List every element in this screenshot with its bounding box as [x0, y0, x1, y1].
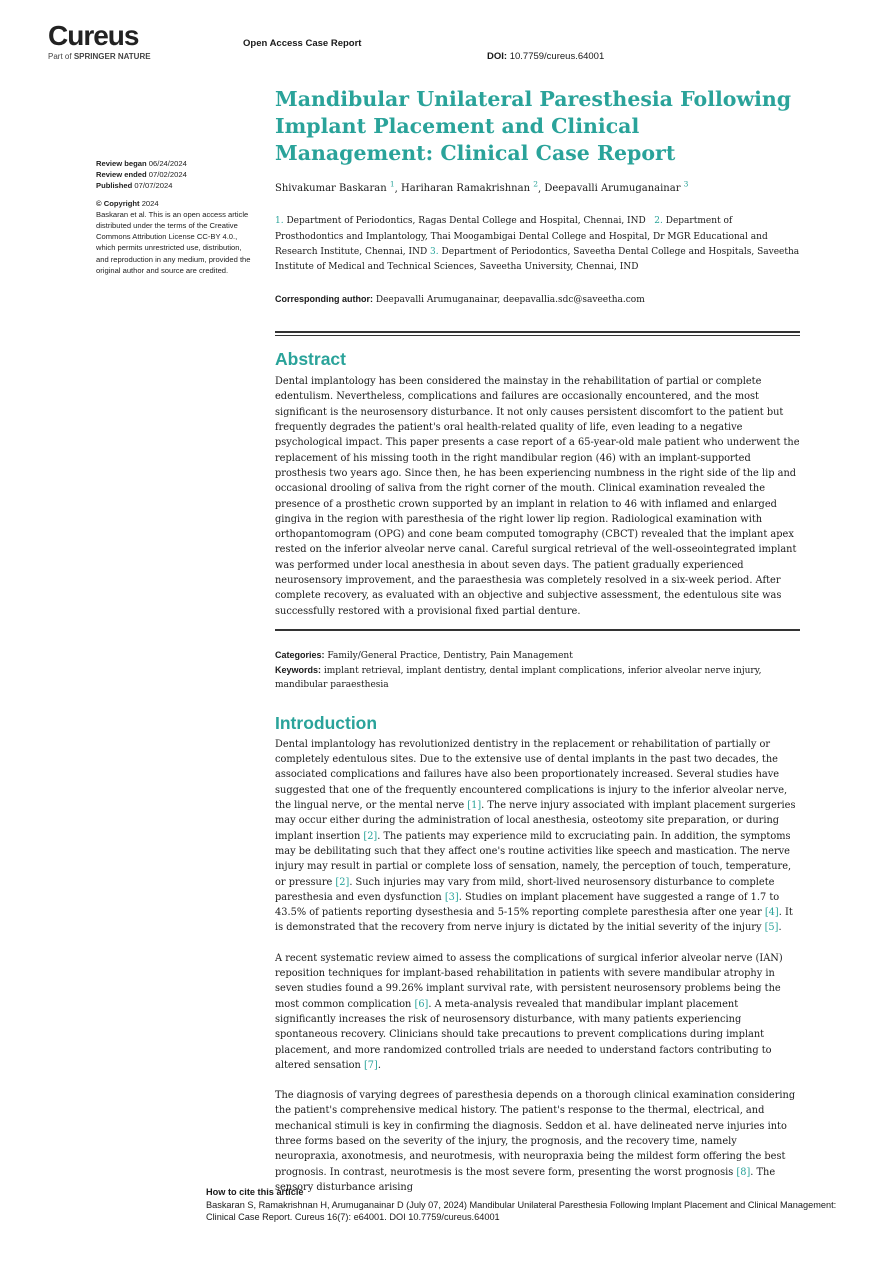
abstract-text: Dental implantology has been considered the mainstay in the rehabilitation of partial or complete edentulism. Nevertheless, complications and failures are occasionally encountered, and the most significant is the neurosensory disturbance. It not only causes persistent discomfort to the patient but frequently degrades the patient's oral health-related quality of life, even leading to a negative psychological impact. This paper presents a case report of a 65-year-old male patient who underwent the replacement of his missing tooth in the right mandibular region (46) with an implant-supported prosthesis two years ago. Since then, he has been experiencing numbness in the right side of the lip and occasional drooling of saliva from the right corner of the mouth. Clinical examination revealed the presence of a prosthetic crown supported by an implant in relation to 46 with inflamed and enlarged gingiva in the region with paresthesia of the right lower lip region. Radiological examination with orthopantomogram (OPG) and cone beam computed tomography (CBCT) revealed that the implant apex rested on the inferior alveolar nerve canal. Careful surgical retrieval of the well-osseointegrated implant was performed under local anesthesia in about seven days. The patient gradually experienced neurosensory improvement, and the paraesthesia was completely resolved in a six-week period. After complete recovery, as evaluated with an objective and subjective assessment, the edentulous site was successfully restored with a provisional fixed partial denture. — [275, 376, 800, 617]
article-title: Mandibular Unilateral Paresthesia Following Implant Placement and Clinical Management: Clinical Case Report — [275, 87, 792, 165]
citation-link[interactable]: [2] — [363, 830, 378, 842]
corresponding-author: Corresponding author: Deepavalli Arumuganainar, deepavallia.sdc@saveetha.com — [275, 294, 645, 306]
publication-sidebar — [96, 158, 256, 276]
citation-link[interactable]: [6] — [414, 998, 429, 1010]
citation-link[interactable]: [8] — [736, 1166, 751, 1178]
author[interactable]: Hariharan Ramakrishnan $^2$ — [400, 180, 538, 195]
keywords: Keywords: implant retrieval, implant dentistry, dental implant complications, inferior alveolar nerve injury, mandibular paraesthesia — [275, 664, 762, 690]
introduction-heading: Introduction — [275, 712, 378, 733]
doi[interactable]: DOI: 10.7759/cureus.64001 — [487, 51, 605, 62]
copyright: © Copyright 2024 — [96, 198, 159, 208]
article-main — [275, 86, 800, 1195]
article-metadata — [275, 648, 800, 692]
author[interactable]: Shivakumar Baskaran $^1$ — [275, 180, 395, 195]
abstract-heading: Abstract — [275, 349, 346, 370]
intro-paragraph: Dental implantology has revolutionized dentistry in the replacement or rehabilitation of partially or completely edentulous sites. Due to the extensive use of dental implants in the past two decades, the associated complications and failures have also been proportionately increased. Several studies have suggested that one of the frequently encountered complications is injury to the inferior alveolar nerve, the lingual nerve, or the mental nerve [1]. The nerve injury associated with implant placement surgeries may occur either during the administration of local anesthesia, osteotomy site preparation, or during implant insertion [2]. The patients may experience mild to excruciating pain. In addition, the symptoms may be debilitating such that they affect one's routine activities like speech and mastication. The nerve injury may result in partial or complete loss of sensation, namely, the perception of touch, temperature, or pressure [2]. Such injuries may vary from mild, short-lived neurosensory disturbance to complete paresthesia and even dysfunction [3]. Studies on implant placement have suggested a range of 1.7 to 43.5% of patients reporting dysesthesia and 5-15% reporting complete paresthesia after one year [4]. It is demonstrated that the recovery from nerve injury is dictated by the initial severity of the injury [5]. — [275, 738, 796, 934]
abstract-top-rule-thin — [275, 335, 800, 336]
review-ended: Review ended 07/02/2024 — [96, 170, 187, 180]
published-date: Published 07/07/2024 — [96, 181, 173, 191]
intro-paragraph: A recent systematic review aimed to assess the complications of surgical inferior alveolar nerve (IAN) reposition techniques for implant-based rehabilitation in patients with severe mandibular atrophy in seven studies found a 99.26% implant survival rate, with persistent neurosensory problems being the most common complication [6]. A meta-analysis revealed that mandibular implant placement significantly increases the risk of neurosensory disturbance, with many patients experiencing spontaneous recovery. Clinicians should take precautions to prevent complications during implant placement, and more randomized controlled trials are needed to understand factors contributing to altered sensation [7]. — [275, 952, 783, 1071]
citation-link[interactable]: [1] — [467, 800, 482, 812]
categories: Categories: Family/General Practice, Dentistry, Pain Management — [275, 649, 573, 661]
citation-link[interactable]: [5] — [764, 922, 779, 934]
author-list: Shivakumar Baskaran $^1$, Hariharan Ramakrishnan $^2$, Deepavalli Arumuganainar $^3$ — [275, 180, 689, 195]
logo-wordmark: Cureus — [48, 20, 139, 51]
license-text: Baskaran et al. This is an open access article distributed under the terms of the Creative Commons Attribution License CC-BY 4.0., which permits unrestricted use, distribution, and reproduction in any medium, provided the original author and source are credited. — [96, 209, 251, 275]
abstract-bottom-rule — [275, 629, 800, 631]
logo-subtitle: Part of SPRINGER NATURE — [48, 52, 151, 61]
article-type: Open Access Case Report — [243, 38, 362, 49]
author[interactable]: Deepavalli Arumuganainar $^3$ — [544, 180, 689, 195]
citation-text: Baskaran S, Ramakrishnan H, Arumuganainar D (July 07, 2024) Mandibular Unilateral Paresthesia Following Implant Placement and Clinical Management: Clinical Case Report. Cureus 16(7): e64001. DOI 10.7759/cureus.64001 — [206, 1199, 837, 1222]
review-began: Review began 06/24/2024 — [96, 159, 187, 168]
citation-link[interactable]: [4] — [764, 907, 779, 919]
intro-paragraph: The diagnosis of varying degrees of paresthesia depends on a thorough clinical examination considering the patient's comprehensive medical history. The patient's response to the thermal, electrical, and mechanical stimuli is key in confirming the diagnosis. Seddon et al. have delineated nerve injuries into three forms based on the severity of the injury, the prognosis, and the recovery time, namely neuropraxia, axonotmesis, and neurotmesis, with neuropraxia being the mildest form offering the best prognosis. In contrast, neurotmesis is the most severe form, presenting the worst prognosis [8]. The sensory disturbance arising — [275, 1090, 796, 1193]
citation-link[interactable]: [2] — [335, 876, 350, 888]
citation-link[interactable]: [7] — [363, 1059, 378, 1071]
affiliations: 1. Department of Periodontics, Ragas Dental College and Hospital, Chennai, IND 2. Department of Prosthodontics and Implantology, Thai Moogambigai Dental College and Hospital, Dr MGR Educational and Research Institute, Chennai, IND 3. Department of Periodontics, Saveetha Dental College and Hospitals, Saveetha Institute of Medical and Technical Sciences, Saveetha University, Chennai, IND — [275, 216, 800, 272]
citation-link[interactable]: [3] — [444, 891, 459, 903]
introduction-body — [275, 737, 800, 1195]
journal-logo — [48, 22, 151, 61]
cite-heading: How to cite this article — [206, 1187, 304, 1197]
abstract-top-rule — [275, 331, 800, 333]
how-to-cite — [206, 1186, 846, 1224]
